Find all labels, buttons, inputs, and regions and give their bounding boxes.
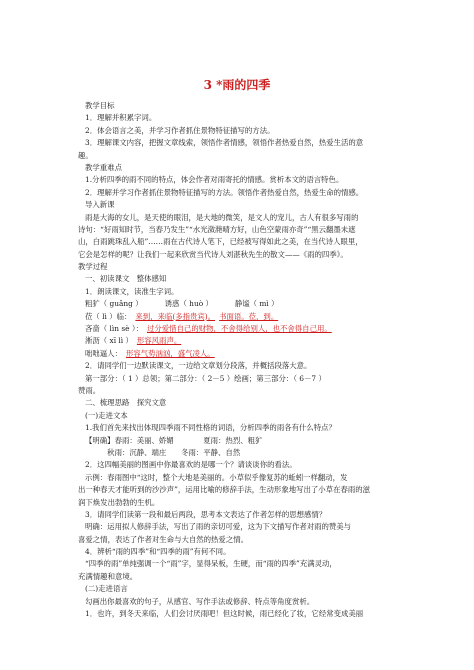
vocab-definition: 书面语。莅，到。 (219, 311, 279, 321)
section-objectives (78, 100, 408, 298)
text-line: 它会是怎样的呢？让我们一起来欣赏当代诗人刘湛秋先生的散文——《雨的四季》。 (78, 249, 348, 259)
text-line: 示例：春雨图中“这时，整个大地是美丽的。小草似乎像复苏的蚯蚓一样翻动，发 (85, 472, 348, 482)
text-line: 导入新课 (85, 200, 115, 210)
vocab-term: 咄咄逼人： (85, 348, 122, 358)
text-line: 第一部分：（ 1 ）总领；第二部分：（ 2－5 ）绘画；第三部分：（ 6－7 ） (85, 373, 326, 383)
text-line: 4．辨析“雨的四季”和“四季的雨”有何不同。 (85, 547, 231, 557)
text-line: 秋雨：沉静、端庄 冬雨：平静、自然 (85, 447, 241, 457)
text-line: 明确：运用拟人修辞手法，写出了雨的亲切可爱，这为下文描写作者对雨的赞美与 (85, 522, 352, 532)
vocab-term: 粗犷（ guǎng ） (85, 299, 143, 309)
text-line: 教学目标 (85, 101, 115, 110)
vocab-row (78, 311, 408, 323)
text-line: 润下焕发出勃勃的生机。 (78, 497, 160, 507)
text-line: 山，白雨跳珠乱入船”……雨在古代诗人笔下，已经被写得如此之美，在当代诗人眼里， (78, 237, 363, 247)
text-line: 1．理解并积累字词。 (85, 113, 157, 123)
text-line: 教学重难点 (85, 162, 122, 172)
text-line: 1．朗读课文，读准生字词。 (85, 286, 179, 296)
vocab-row (78, 348, 408, 360)
vocab-definition: 来到，来临(多指贵宾)。 (135, 311, 216, 321)
vocab-definition: 过分爱惜自己的财物，不舍得给别人，也不舍得自己用。 (146, 324, 332, 334)
vocab-definition: 诱惑（ huò ） (164, 299, 213, 309)
text-line: 雨是大海的女儿，是天使的眼泪，是大地的微笑，是文人的宠儿，古人有很多写雨的 (85, 212, 359, 222)
vocab-term: 莅（ lì ）临： (85, 311, 132, 321)
text-line: 充满情趣和意境。 (78, 571, 138, 581)
vocab-term: 淅沥（ xī lì ） (85, 336, 133, 346)
text-line: 二、梳理思路 探究文意 (85, 398, 167, 408)
text-line: 3．理解课文内容，把握文章线索，领悟作者情感，领悟作者热爱自然，热爱生活的意 (85, 138, 364, 148)
text-line: (二)走进语言 (85, 584, 128, 594)
text-line: 1.我们首先来找出体现四季雨不同性格的词语，分析四季的雨各有什么特点？ (85, 423, 336, 433)
document-body (78, 100, 408, 620)
vocab-definition: 静谧（ mì ） (234, 299, 279, 309)
text-line: 教学过程 (78, 262, 108, 272)
vocab-list (78, 298, 408, 360)
vocab-row (78, 335, 408, 347)
text-line: 1.分析四季的雨不同的特点，体会作者对雨寄托的情感。赏析本文的语言特色。 (85, 175, 344, 185)
text-line: 赞雨。 (78, 385, 101, 395)
vocab-row (78, 298, 408, 310)
text-line: (一)走进文本 (85, 410, 128, 420)
section-process (78, 360, 408, 620)
text-line: “四季的雨”单纯强调一个“雨”字，显得呆板，生硬，而“雨的四季”充满灵动， (85, 559, 337, 569)
text-line: 2．请同学们一边默读课文，一边给文章划分段落，并概括段落大意。 (85, 361, 312, 371)
text-line: 喜爱之情，表达了作者对生命与大自然的热爱之情。 (78, 534, 248, 544)
text-line: 2．理解并学习作者抓住景物特征描写的方法。领悟作者热爱自然，热爱生命的情感。 (85, 187, 364, 197)
text-line: 趣。 (78, 150, 93, 160)
text-line: 2．体会语言之美，并学习作者抓住景物特征描写的方法。 (85, 125, 275, 135)
text-line: 3．请同学们读第一段和最后两段，思考本文表达了作者怎样的思想感情？ (85, 509, 327, 519)
text-line: 勾画出你最喜欢的句子，从感官、写作手法或修辞、特点等角度赏析。 (85, 596, 315, 606)
vocab-term: 吝啬（ lìn sè ）： (85, 324, 143, 334)
text-line: 1．也许，到冬天来临，人们会讨厌雨吧！但这时候，雨已经化了妆，它经常变成美丽 (85, 609, 364, 619)
vocab-definition: 形容气势汹汹，盛气凌人。 (125, 348, 215, 358)
text-line: 【明确】春雨：美丽、娇媚 夏雨：热烈、粗犷 (85, 435, 263, 445)
text-line: 诗句：“好雨知时节，当春乃发生”“水光潋滟晴方好，山色空蒙雨亦奇”“黑云翻墨未遮 (78, 224, 356, 234)
lesson-title: 3 *雨的四季 (203, 78, 271, 92)
text-line: 2．这四幅美丽的图画中你最喜欢的是哪一个？请谈谈你的看法。 (85, 460, 297, 470)
vocab-row (78, 323, 408, 335)
text-line: 一、初读课文 整体感知 (85, 274, 167, 284)
vocab-definition: 形容风雨声。 (136, 336, 182, 346)
text-line: 出一种春天才能听到的沙沙声”，运用比喻的修辞手法，生动形象地写出了小草在春雨的滋 (78, 485, 371, 495)
